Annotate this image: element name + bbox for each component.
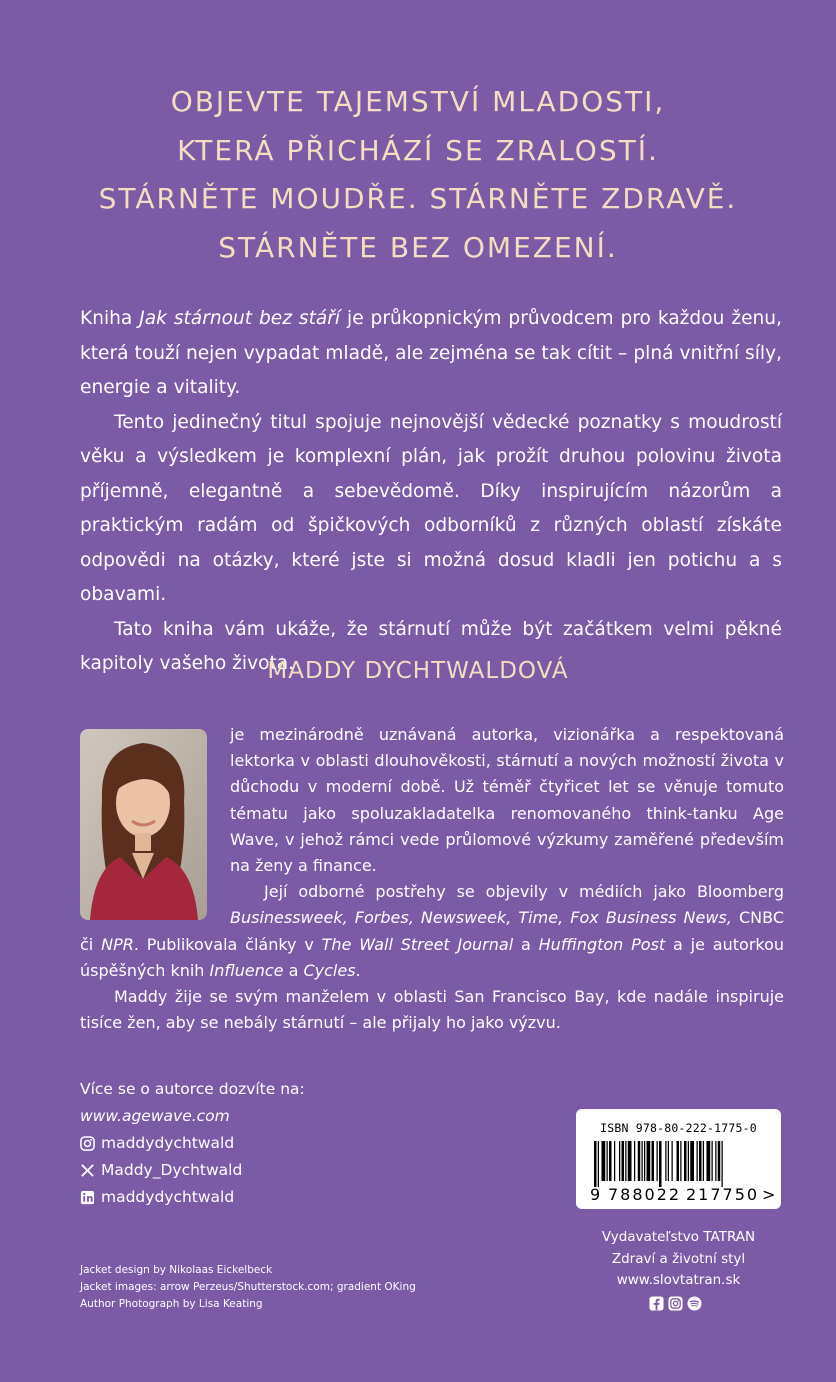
instagram-icon — [80, 1136, 95, 1151]
jacket-credits — [80, 1262, 416, 1313]
x-handle[interactable]: Maddy_Dychtwald — [101, 1161, 243, 1179]
barcode-bar — [659, 1141, 662, 1187]
bio-p2-book: Cycles — [303, 960, 356, 980]
barcode-bar — [607, 1141, 608, 1181]
intro-text — [80, 302, 782, 682]
publisher-website[interactable]: www.slovtatran.sk — [616, 1272, 741, 1288]
barcode-bar — [594, 1141, 597, 1187]
barcode-bar — [609, 1141, 612, 1181]
headline-line-4: STÁRNĚTE BEZ OMEZENÍ. — [218, 230, 618, 264]
barcode-bar — [707, 1141, 711, 1181]
linkedin-handle[interactable]: maddydychtwald — [101, 1188, 235, 1206]
bio-p2-media: NPR — [101, 934, 134, 954]
bio-paragraph-1: je mezinárodně uznávaná autorka, vizionářka a respektovaná lektorka v oblasti dlouhověkosti, stárnutí a nových možností života v důchodu v moderní době. Už téměř čtyřicet let se věnuje tomuto tématu jako spoluzakladatelka renomovaného think-tanku Age Wave, v jehož rámci vede průlomové výzkumy zaměřené především na ženy a finance. — [230, 725, 784, 876]
barcode-bar — [722, 1141, 723, 1187]
barcode-bar — [668, 1141, 669, 1181]
barcode-bar — [690, 1141, 694, 1181]
headline-line-1: OBJEVTE TAJEMSTVÍ MLADOSTI, — [170, 85, 666, 118]
barcode-bar — [625, 1141, 626, 1181]
instagram-icon[interactable] — [668, 1296, 683, 1311]
bio-p2-book: Influence — [209, 960, 284, 980]
barcode-bar — [598, 1141, 599, 1187]
publisher-imprint: Zdraví a životní styl — [611, 1250, 746, 1267]
credit-line: Jacket design by Nikolaas Eickelbeck — [80, 1264, 273, 1276]
book-title: Jak stárnout bez stáří — [139, 308, 341, 329]
barcode-lead-digit: 9 — [590, 1185, 601, 1204]
publisher-social — [649, 1296, 702, 1311]
barcode-bar — [718, 1141, 721, 1181]
barcode-bar — [688, 1141, 689, 1181]
barcode-bar — [680, 1141, 681, 1181]
headline — [0, 78, 836, 272]
barcode-bar — [638, 1141, 641, 1181]
instagram-link[interactable] — [80, 1130, 305, 1157]
barcode-bar — [677, 1141, 680, 1181]
barcode-bar — [644, 1141, 645, 1181]
instagram-handle[interactable]: maddydychtwald — [101, 1134, 235, 1152]
barcode-group-1: 788022 — [608, 1185, 682, 1204]
barcode-bar — [665, 1141, 666, 1181]
barcode-bar — [614, 1141, 615, 1181]
intro-p1-prefix: Kniha — [80, 308, 140, 329]
headline-line-3: STÁRNĚTE MOUDŘE. STÁRNĚTE ZDRAVĚ. — [98, 182, 738, 215]
publisher-info — [576, 1227, 781, 1292]
barcode-bar — [634, 1141, 635, 1181]
bio-p2-media: Businessweek, Forbes, Newsweek, Time, Fox Business News, — [230, 908, 732, 928]
barcode-bar — [684, 1141, 687, 1181]
barcode-bar — [712, 1141, 713, 1181]
intro-paragraph-2: Tento jedinečný titul spojuje nejnovější vědecké poznatky s moudrostí věku a výsledkem je komplexní plán, jak prožít druhou polovinu života příjemně, elegantně a sebevědomě. Díky inspirujícím názorům a praktickým radám od špičkových odborníků z různých oblastí získáte odpovědi na otázky, které jste si možná dosud kladli jen potichu a s obavami. — [80, 411, 782, 605]
intro-p1-rest: je průkopnickým průvodcem pro každou ženu, která touží nejen vypadat mladě, ale zejména se tak cítit – plná vnitřní síly, energie a vitality. — [80, 308, 782, 398]
author-website[interactable] — [80, 1103, 305, 1130]
x-icon — [80, 1163, 95, 1178]
contact-intro: Více se o autorce dozvíte na: — [80, 1080, 305, 1098]
barcode-bar — [619, 1141, 620, 1181]
barcode-bar — [703, 1141, 704, 1181]
barcode-bar — [697, 1141, 698, 1181]
x-link[interactable] — [80, 1157, 305, 1184]
barcode-bars — [592, 1141, 767, 1187]
bio-p2-part: a — [513, 934, 539, 954]
bio-p2-part: CNBC či — [80, 908, 784, 954]
barcode-bar — [647, 1141, 651, 1181]
bio-p2-media: The Wall Street Journal — [321, 934, 514, 954]
intro-paragraph-3: Tato kniha vám ukáže, že stárnutí může být začátkem velmi pěkné kapitoly vašeho života. — [80, 618, 782, 674]
photo-spacer — [80, 722, 230, 910]
bio-p2-part: . — [355, 960, 361, 980]
isbn-barcode — [576, 1109, 781, 1209]
bio-p2-part: a — [283, 960, 304, 980]
headline-line-2: KTERÁ PŘICHÁZÍ SE ZRALOSTÍ. — [177, 133, 659, 167]
linkedin-link[interactable] — [80, 1184, 305, 1211]
author-bio — [80, 722, 784, 1036]
bio-p2-part: . Publikovala články v — [133, 934, 322, 954]
bio-p2-media: Huffington Post — [538, 934, 666, 954]
barcode-bar — [652, 1141, 655, 1181]
publisher-name: Vydavateľstvo TATRAN — [601, 1229, 756, 1245]
barcode-bar — [657, 1141, 658, 1181]
isbn-label: ISBN 978-80-222-1775-0 — [600, 1121, 757, 1135]
credit-line: Author Photograph by Lisa Keating — [80, 1298, 263, 1310]
bio-p2-part: a je autorkou úspěšných knih — [80, 934, 785, 980]
barcode-bar — [628, 1141, 632, 1181]
barcode-bar — [602, 1141, 606, 1181]
author-name: MADDY DYCHTWALDOVÁ — [267, 658, 569, 684]
barcode-bar — [622, 1141, 625, 1181]
barcode-bar — [699, 1141, 702, 1181]
barcode-bar — [642, 1141, 643, 1181]
credit-line: Jacket images: arrow Perzeus/Shutterstock.com; gradient OKing — [80, 1281, 416, 1293]
barcode-bar — [715, 1141, 716, 1181]
bio-paragraph-3: Maddy žije se svým manželem v oblasti San Francisco Bay, kde nadále inspiruje tisíce žen, aby se nebály stárnutí – ale přijaly ho jako výzvu. — [80, 987, 784, 1033]
facebook-icon[interactable] — [649, 1296, 664, 1311]
barcode-end-mark: > — [762, 1185, 776, 1204]
author-website-label[interactable]: www.agewave.com — [80, 1107, 230, 1125]
barcode-group-2: 217750 — [686, 1185, 760, 1204]
author-contact — [80, 1076, 305, 1211]
linkedin-icon — [80, 1190, 95, 1205]
intro-paragraph-1 — [80, 302, 782, 406]
barcode-bar — [672, 1141, 673, 1181]
bio-p2-part: Její odborné postřehy se objevily v médiích jako Bloomberg — [264, 882, 784, 902]
spotify-icon[interactable] — [687, 1296, 702, 1311]
